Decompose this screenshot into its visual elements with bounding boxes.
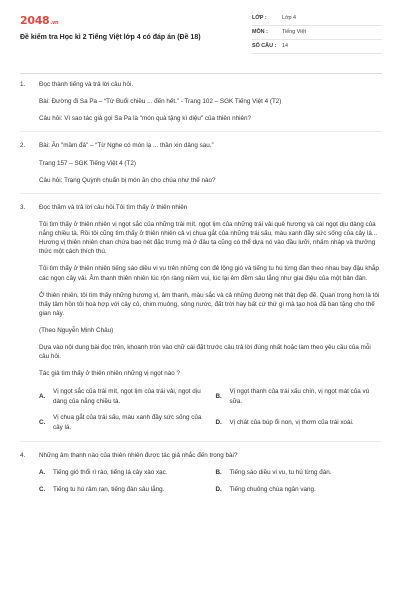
answer-option-b[interactable] bbox=[216, 468, 383, 477]
meta-label: MÔN : bbox=[252, 28, 268, 35]
option-text: Vị chua gắt của trái sấu, màu xanh đầy sức sống của cây lá. bbox=[53, 414, 202, 431]
meta-row-count bbox=[252, 40, 382, 54]
question-2 bbox=[20, 141, 382, 184]
option-letter: A. bbox=[39, 468, 46, 476]
question-divider bbox=[20, 441, 382, 442]
question-number: 1. bbox=[20, 81, 26, 88]
question-text: Đọc thành tiếng và trả lời câu hỏi. bbox=[39, 81, 134, 88]
passage-paragraph: Tôi tìm thấy ở thiên nhiên tiếng sáo diều vi vu trên những con đê lộng gió và tiếng tu hú từng đàn theo nhau bay đậu khắp các ngọn cây vải. Âm thanh thiên nhiên lúc rộn ràng niềm vui, lúc lại êm đềm sâu lắng như giai điệu của một bản đàn. bbox=[39, 265, 379, 282]
answer-options bbox=[39, 387, 382, 433]
question-text: Bài: Đường đi Sa Pa – “Từ Buổi chiều ... đến hết.” - Trang 102 – SGK Tiếng Việt 4 (T2) bbox=[39, 98, 282, 106]
option-text: Tiếng tu hú râm ran, tiếng đàn sâu lắng. bbox=[53, 485, 165, 493]
option-letter: B. bbox=[215, 468, 222, 476]
question-3 bbox=[20, 203, 382, 433]
question-instruction: Dựa vào nội dung bài đọc trên, khoanh tròn vào chữ cái đặt trước câu trả lời đúng nhất hoặc làm theo yêu cầu của mỗi câu hỏi. bbox=[39, 344, 371, 361]
option-letter: C. bbox=[39, 485, 46, 493]
meta-row-subject bbox=[252, 26, 382, 40]
meta-label: LỚP : bbox=[252, 14, 267, 21]
meta-value: Lớp 4 bbox=[282, 14, 297, 21]
meta-value: Tiếng Việt bbox=[282, 28, 306, 35]
site-logo[interactable] bbox=[20, 13, 58, 29]
question-number: 2. bbox=[20, 142, 26, 150]
question-divider bbox=[20, 131, 382, 132]
question-text: Câu hỏi: Trạng Quỳnh chuẩn bị món ăn cho chúa như thế nào? bbox=[39, 176, 216, 184]
option-text: Tiếng chuông chùa ngân vang. bbox=[229, 485, 316, 493]
question-4 bbox=[20, 451, 382, 494]
answer-options bbox=[39, 468, 382, 494]
answer-option-a[interactable] bbox=[39, 468, 206, 477]
question-number: 3. bbox=[20, 203, 26, 211]
option-text: Vị chát của búp ổi non, vị thơm của trái xoài. bbox=[229, 418, 354, 426]
option-text: Tiếng gió thổi rì rào, tiếng lá cây xào xạc. bbox=[53, 468, 168, 476]
question-text: Đọc thầm và trả lời câu hỏi.Tôi tìm thấy ở thiên nhiên bbox=[39, 203, 188, 211]
question-text: Bài: Ăn "mầm đá" – “Từ Nghe có món lạ ... thần xin dâng sau.” bbox=[39, 142, 214, 150]
answer-option-a[interactable] bbox=[39, 387, 206, 407]
meta-label: SỐ CÂU : bbox=[252, 42, 277, 49]
answer-option-b[interactable] bbox=[216, 387, 383, 407]
question-list bbox=[20, 80, 382, 494]
meta-value: 14 bbox=[282, 42, 288, 49]
question-text: Những âm thanh nào của thiên nhiên được tác giả nhắc đến trong bài? bbox=[39, 451, 238, 459]
logo-text: 2048 bbox=[20, 14, 50, 27]
header-divider bbox=[20, 73, 382, 74]
question-number: 4. bbox=[20, 451, 26, 459]
answer-option-c[interactable] bbox=[39, 485, 206, 494]
option-letter: B. bbox=[215, 392, 222, 400]
page-header bbox=[0, 0, 400, 72]
option-letter: C. bbox=[39, 418, 46, 426]
option-letter: D. bbox=[215, 485, 222, 493]
option-letter: A. bbox=[39, 392, 46, 400]
question-text: Tác giả tìm thấy ở thiên nhiên những vị ngọt nào ? bbox=[39, 370, 181, 378]
passage-paragraph: Ở thiên nhiên, tôi tìm thấy những hương vị, âm thanh, màu sắc và cả những đường nét thật đẹp đẽ. Quan trọng hơn là tôi thấy tâm hồn tôi hoà hợp với cây cỏ, chim muông, sông nước, đất trời hay bất cứ thứ gì mà tạo hoá đã ban tặng cho thế gian này. bbox=[39, 291, 380, 317]
option-text: Vị ngọt thanh của trái xấu chín, vị ngọt mát của vú sữa. bbox=[229, 388, 370, 405]
answer-option-d[interactable] bbox=[216, 485, 383, 494]
document-title: Đề kiểm tra Học kì 2 Tiếng Việt lớp 4 có đáp án (Đề 18) bbox=[20, 34, 201, 41]
question-text: Câu hỏi: Vì sao tác giả gọi Sa Pa là "món quà tặng kì diệu" của thiên nhiên? bbox=[39, 115, 252, 123]
passage-paragraph: Tôi tìm thấy ở thiên nhiên vị ngọt sắc của những trái mít, ngọt lịm của những trái vải quê hương và cái ngọt dịu dàng của nắng chiều tà. Rồi tôi cũng tìm thấy ở thiên nhiên cả vị chua gắt của những trái sấu, màu xanh đầy sức sống của cây lá... Hương vị thiên nhiên chan chứa bao nét đặc trưng mà ở đâu ta cũng có thể dựa nó vào đầu lưỡi, nhấm nháp và thưởng thức một cách thích thú. bbox=[39, 220, 378, 256]
answer-option-c[interactable] bbox=[39, 413, 206, 433]
option-text: Tiếng sáo diều vi vu, tu hú từng đàn. bbox=[229, 468, 332, 476]
question-text: Trang 157 – SGK Tiếng Việt 4 (T2) bbox=[39, 159, 136, 167]
meta-table bbox=[252, 12, 382, 54]
logo-tld: .vn bbox=[50, 20, 59, 26]
question-1 bbox=[20, 80, 382, 123]
question-divider bbox=[20, 193, 382, 194]
passage-source: (Theo Nguyễn Minh Châu) bbox=[39, 327, 114, 334]
meta-row-class bbox=[252, 12, 382, 26]
option-letter: D. bbox=[215, 418, 222, 426]
answer-option-d[interactable] bbox=[216, 413, 383, 433]
option-text: Vị ngọt sắc của trái mít, ngọt lịm của trái vải, ngọt dịu dàng của nắng chiều tà. bbox=[53, 388, 201, 405]
